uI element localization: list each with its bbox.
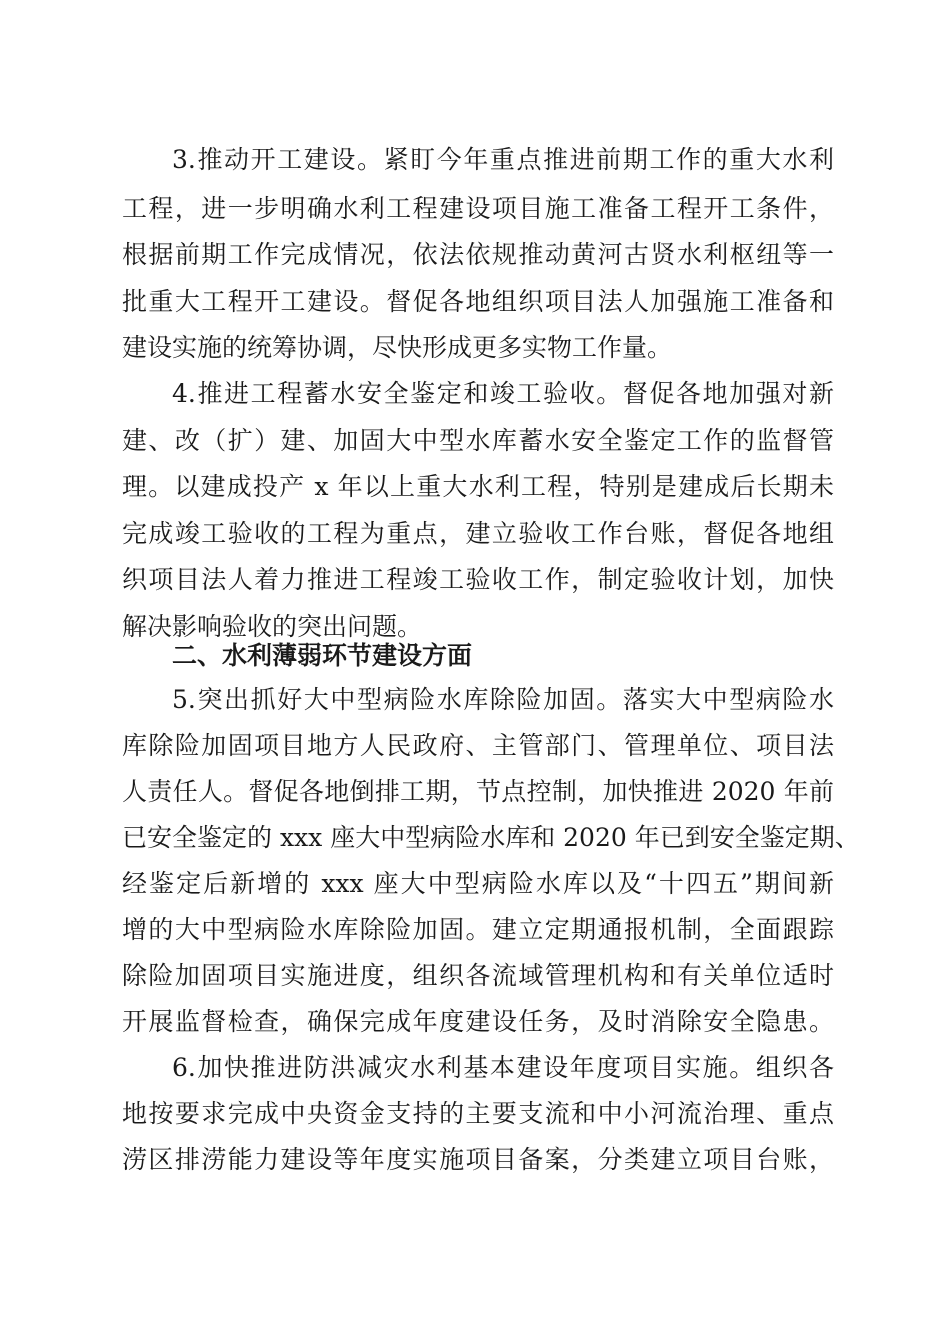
paragraph-5-line-2: 库除险加固项目地方人民政府、主管部门、管理单位、项目法 xyxy=(122,731,834,760)
paragraph-4-line-5: 织项目法人着力推进工程竣工验收工作，制定验收计划，加快 xyxy=(122,565,834,594)
paragraph-5-line-3: 人责任人。督促各地倒排工期，节点控制，加快推进 2020 年前 xyxy=(122,777,834,806)
paragraph-5-line-5: 经鉴定后新增的 xxx 座大中型病险水库以及“十四五”期间新 xyxy=(122,869,834,898)
paragraph-4-line-6: 解决影响验收的突出问题。 xyxy=(122,612,423,641)
paragraph-6-line-1: 6.加快推进防洪减灾水利基本建设年度项目实施。组织各 xyxy=(172,1053,834,1082)
paragraph-4-line-1: 4.推进工程蓄水安全鉴定和竣工验收。督促各地加强对新 xyxy=(172,379,834,408)
paragraph-3-line-1: 3.推动开工建设。紧盯今年重点推进前期工作的重大水利 xyxy=(172,145,834,174)
paragraph-4-line-4: 完成竣工验收的工程为重点，建立验收工作台账，督促各地组 xyxy=(122,519,834,548)
paragraph-6-line-2: 地按要求完成中央资金支持的主要支流和中小河流治理、重点 xyxy=(122,1099,834,1128)
paragraph-5-line-6: 增的大中型病险水库除险加固。建立定期通报机制，全面跟踪 xyxy=(122,915,834,944)
paragraph-5-line-1: 5.突出抓好大中型病险水库除险加固。落实大中型病险水 xyxy=(172,685,834,714)
paragraph-5-line-8: 开展监督检查，确保完成年度建设任务，及时消除安全隐患。 xyxy=(122,1007,834,1036)
section-heading: 二、水利薄弱环节建设方面 xyxy=(172,641,473,670)
paragraph-4-line-3: 理。以建成投产 x 年以上重大水利工程，特别是建成后长期未 xyxy=(122,472,834,501)
paragraph-3-line-2: 工程，进一步明确水利工程建设项目施工准备工程开工条件， xyxy=(122,194,834,223)
paragraph-5-line-7: 除险加固项目实施进度，组织各流域管理机构和有关单位适时 xyxy=(122,961,834,990)
paragraph-3-line-5: 建设实施的统筹协调，尽快形成更多实物工作量。 xyxy=(122,333,673,362)
paragraph-3-line-3: 根据前期工作完成情况，依法依规推动黄河古贤水利枢纽等一 xyxy=(122,240,834,269)
paragraph-4-line-2: 建、改（扩）建、加固大中型水库蓄水安全鉴定工作的监督管 xyxy=(122,426,834,455)
paragraph-5-line-4: 已安全鉴定的 xxx 座大中型病险水库和 2020 年已到安全鉴定期、 xyxy=(122,823,860,852)
paragraph-3-line-4: 批重大工程开工建设。督促各地组织项目法人加强施工准备和 xyxy=(122,287,834,316)
paragraph-6-line-3: 涝区排涝能力建设等年度实施项目备案，分类建立项目台账， xyxy=(122,1145,834,1174)
